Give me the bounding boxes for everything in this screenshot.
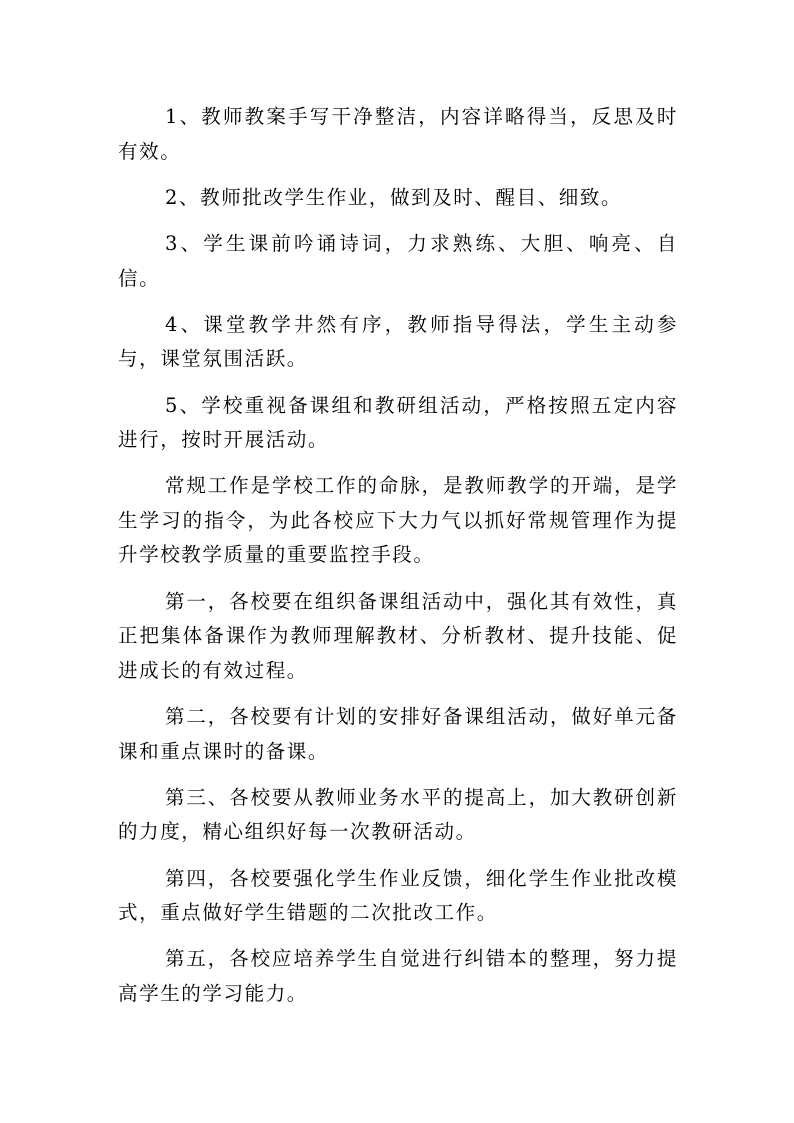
paragraph-fourth: 第四，各校要强化学生作业反馈，细化学生作业批改模式，重点做好学生错题的二次批改工作。 (118, 866, 678, 925)
paragraph-third: 第三、各校要从教师业务水平的提高上，加大教研创新的力度，精心组织好每一次教研活动。 (118, 785, 678, 844)
paragraph-item-5: 5、学校重视备课组和教研组活动，严格按照五定内容进行，按时开展活动。 (118, 393, 678, 452)
paragraph-fifth: 第五，各校应培养学生自觉进行纠错本的整理，努力提高学生的学习能力。 (118, 947, 678, 1005)
paragraph-second: 第二，各校要有计划的安排好备课组活动，做好单元备课和重点课时的备课。 (118, 705, 678, 763)
paragraph-item-4: 4、课堂教学井然有序，教师指导得法，学生主动参与，课堂氛围活跃。 (118, 312, 678, 371)
paragraph-item-1: 1、教师教案手写干净整洁，内容详略得当，反思及时有效。 (118, 105, 678, 163)
paragraph-item-3: 3、学生课前吟诵诗词，力求熟练、大胆、响亮、自信。 (118, 232, 678, 290)
document-body (118, 100, 678, 1023)
paragraph-item-2: 2、教师批改学生作业，做到及时、醒目、细致。 (165, 185, 623, 209)
paragraph-routine-work: 常规工作是学校工作的命脉，是教师教学的开端，是学生学习的指令，为此各校应下大力气以抓好常规管理作为提升学校教学质量的重要监控手段。 (118, 474, 678, 567)
paragraph-first: 第一，各校要在组织备课组活动中，强化其有效性，真正把集体备课作为教师理解教材、分析教材、提升技能、促进成长的有效过程。 (118, 589, 678, 682)
